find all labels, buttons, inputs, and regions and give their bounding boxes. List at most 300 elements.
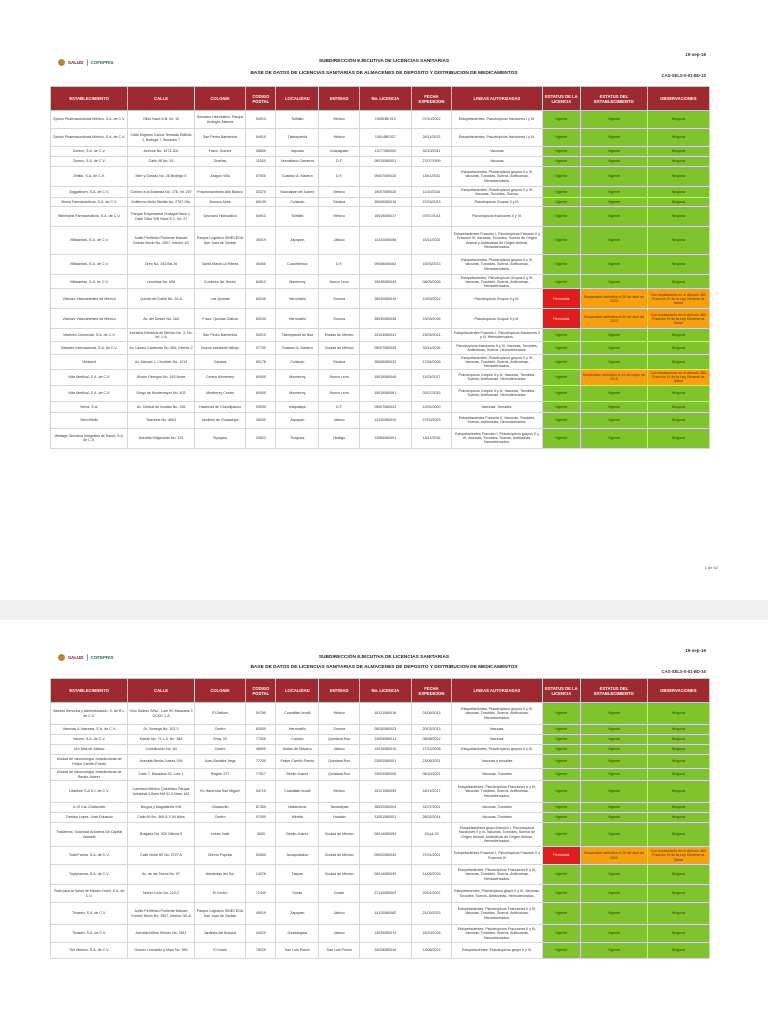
cell-locality: Tultitlán [276, 207, 319, 227]
cell-state: D.F. [319, 255, 360, 275]
cell-issue-date: 06/10/2021 [411, 769, 452, 781]
cell-authorized-lines: Estupefacientes Fracción I, Psicotrópicos Fracción II y Fracción III, Vacunas, Toxoides, Sueros de Origen Animal y Antitoxinas de Origen Animal, Hemoderivados. [452, 227, 542, 255]
cell-colony: San Pedro Barrientos [194, 129, 246, 147]
cell-establishment: Zyrkus Pharmaceuticals México, S.A. de C.V. [51, 111, 128, 129]
cell-license-status: Vigente [542, 823, 581, 847]
cell-colony: Las Quintas [194, 289, 246, 309]
cell-license-number: 15057080026 [360, 187, 412, 198]
cell-license-status: Vigente [542, 111, 581, 129]
cell-establishment: Ubicitum S.A.D.I. de C.V. [51, 781, 128, 803]
cell-establishment: Vitalmex Internacional, S.A. de C.V. [51, 342, 128, 355]
cell-locality: Mérida [276, 813, 319, 823]
cell-observations: Ninguna [647, 111, 709, 129]
cell-observations: Ninguna [647, 943, 709, 959]
cell-issue-date: 02/07/2015 [411, 385, 452, 401]
cell-colony: Dueñas [194, 157, 246, 167]
table-row [51, 885, 710, 903]
cell-issue-date: 20/02/2007 [411, 885, 452, 903]
cell-postal-code: 54715 [246, 781, 276, 803]
cell-street: Calle 48 No. 15 [128, 157, 195, 167]
cell-issue-date: 10/02/2000 [411, 401, 452, 412]
document-date: 19-sep-16 [685, 648, 706, 653]
cell-state: Ciudad de México [319, 342, 360, 355]
cell-street: Nuevo León No. 122-2 [128, 885, 195, 903]
cell-issue-date: 07/10/2022 [411, 111, 452, 129]
cell-license-number: 27140080003 [360, 885, 412, 903]
cell-establishment-status: Vigente [581, 735, 648, 745]
cell-locality: Monterrey [276, 275, 319, 289]
cell-state: D.F. [319, 167, 360, 187]
table-row [51, 803, 710, 813]
cell-establishment-status: Vigente [581, 167, 648, 187]
cell-postal-code: 77517 [246, 769, 276, 781]
cell-colony: Centro [194, 725, 246, 735]
cell-colony: Tepojaco [194, 428, 246, 448]
cell-issue-date: 15/12/2021 [411, 227, 452, 255]
cell-street: Avenue No. 1973-302 [128, 147, 195, 157]
cell-postal-code: 48900 [246, 745, 276, 755]
table-row [51, 412, 710, 428]
cell-issue-date: 10/09/2012 [411, 289, 452, 309]
cell-observations: Ninguna [647, 355, 709, 369]
column-header-observations: OBSERVACIONES [647, 87, 709, 111]
cell-establishment-status: Vigente [581, 823, 648, 847]
cell-state: México [319, 703, 360, 725]
cell-observations: Ninguna [647, 925, 709, 943]
cell-state: Quintana Roo [319, 769, 360, 781]
table-row [51, 735, 710, 745]
cell-locality: Tlalnepantla [276, 129, 319, 147]
table-row [51, 129, 710, 147]
cell-authorized-lines: Estupefacientes, Psicotrópicos Fracciones II y III, Vacunas, Toxoides, Sueros, Antitoxinas, Hemoderivados. [452, 903, 542, 925]
cell-license-status: Vigente [542, 725, 581, 735]
cell-license-number: 14120080058 [360, 227, 412, 255]
cell-license-status: Vigente [542, 401, 581, 412]
cell-locality: Benito Juárez [276, 823, 319, 847]
cell-license-status: Vigente [542, 803, 581, 813]
cell-street: Mier y Dorado No. 26 Bodega X [128, 167, 195, 187]
cell-establishment-status: Vigente [581, 355, 648, 369]
cell-observations: Ninguna [647, 385, 709, 401]
cell-postal-code: 83240 [246, 289, 276, 309]
cell-authorized-lines: Estupefacientes grupo fracción I, Psicotrópicos fracciones II y III, Vacunas, Toxoides, Sueros de Origen Animal, Antitoxinas de Origen Animal, Hemoderivados. [452, 823, 542, 847]
table-row [51, 428, 710, 448]
cell-authorized-lines: Vacunas [452, 147, 542, 157]
cell-street: Anillo Periférico Poniente Manuel Gómez Morin No. 2507, Interior 0G-A [128, 903, 195, 925]
table-row [51, 823, 710, 847]
cell-street: Av. de las Torres No. 57 [128, 865, 195, 885]
cell-observations: Con fundamento en el Artículo 380 Fracción IV de la Ley General de Salud [647, 309, 709, 329]
cell-street: Olivo Nave 6-B, Int. 10 [128, 111, 195, 129]
cell-state: Guanajuato [319, 147, 360, 157]
cell-state: San Luis Potosí [319, 943, 360, 959]
cell-colony: Nueva Industrial Vallejo [194, 342, 246, 355]
cell-authorized-lines: Psicotrópicos fracciones II y III. [452, 207, 542, 227]
cell-authorized-lines: Estupefacientes, Psicotrópicos fracciones I y III. [452, 111, 542, 129]
cell-state: Hidalgo [319, 428, 360, 448]
cell-state: Ciudad de México [319, 865, 360, 885]
cell-locality: Monterrey [276, 369, 319, 385]
cell-license-number: 15014BE027 [360, 129, 412, 147]
cell-license-number: 25006080032 [360, 355, 412, 369]
cell-authorized-lines: Vacunas, Toxoides [452, 769, 542, 781]
page-separator [0, 600, 768, 620]
cell-state: Nuevo León [319, 275, 360, 289]
cell-authorized-lines: Psicotrópicos Grupos II y III, Vacunas, Toxoides, Sueros, Antitoxinas, Hemoderivados. [452, 385, 542, 401]
cell-establishment-status: Vigente [581, 157, 648, 167]
cell-postal-code: 54780 [246, 703, 276, 725]
cell-postal-code: 14376 [246, 865, 276, 885]
table-header-row [51, 679, 710, 703]
cell-license-number: 19039080046 [360, 369, 412, 385]
cell-street: Calle 69 No. 369-A X 64 Altos [128, 813, 195, 823]
cell-establishment-status: Vigente [581, 385, 648, 401]
cell-establishment-status: Vigente [581, 769, 648, 781]
cell-street: Álvaro Obregón No. 163 Norte [128, 369, 195, 385]
cell-establishment: Vacum, S.A. de C.V. [51, 735, 128, 745]
cell-colony: Obrero Popular [194, 847, 246, 865]
cell-license-status: Vigente [542, 885, 581, 903]
cell-street: Kabah Mz. 71 L 5, No. 365 [128, 735, 195, 745]
column-header-street: CALLE [128, 679, 195, 703]
logo-salud: SALUD [68, 59, 84, 65]
cell-colony: Cumbres 3er Sector [194, 275, 246, 289]
cell-establishment-status: Vigente [581, 227, 648, 255]
cell-establishment-status: Vigente [581, 412, 648, 428]
cell-authorized-lines: Estupefacientes Fracción I, Psicotrópicos Fracción II y Fracción III [452, 847, 542, 865]
cell-postal-code: 64610 [246, 275, 276, 289]
cell-license-status: Vigente [542, 167, 581, 187]
cell-establishment-status: Vigente [581, 187, 648, 198]
cell-issue-date: 27/01/2021 [411, 847, 452, 865]
cell-establishment-status: Vigente [581, 781, 648, 803]
column-header-establishment-status: ESTATUS DEL ESTABLECIMIENTO [581, 87, 648, 111]
cell-issue-date: 13/06/2012 [411, 943, 452, 959]
column-header-authorized-lines: LINEAS AUTORIZADAS [452, 679, 542, 703]
table-row [51, 207, 710, 227]
cell-postal-code: 54913 [246, 111, 276, 129]
cell-locality: Guadalajara [276, 925, 319, 943]
cell-postal-code: 45019 [246, 903, 276, 925]
cell-issue-date: 27/03/2013 [411, 198, 452, 207]
cell-postal-code: 45019 [246, 227, 276, 255]
column-header-license-number: No. LICENCIA [360, 679, 412, 703]
cell-observations: Ninguna [647, 157, 709, 167]
cell-locality: Venustiano Carranza [276, 157, 319, 167]
cell-license-number: 14015080010 [360, 745, 412, 755]
cell-issue-date: 15/04/2014 [411, 329, 452, 342]
table-row [51, 111, 710, 129]
cell-license-status: Vigente [542, 735, 581, 745]
cell-state: México [319, 129, 360, 147]
column-header-colony: COLONIA [194, 679, 246, 703]
cell-locality: Benito Juárez [276, 769, 319, 781]
cell-license-status: Vigente [542, 147, 581, 157]
cell-state: Nuevo León [319, 369, 360, 385]
document-subtitle: BASE DE DATOS DE LICENCIAS SANITARIAS DE ALMACENES DE DEPOSITO Y DISTRIBUCION DE MEDICAMENTOS [250, 71, 518, 76]
cell-locality: San Luis Potosí [276, 943, 319, 959]
cell-postal-code: 53370 [246, 187, 276, 198]
cell-establishment-status: Vigente [581, 813, 648, 823]
cell-establishment-status: Vigente [581, 745, 648, 755]
cell-street: Calle Norte 69 No. 2727 A [128, 847, 195, 865]
cell-establishment-status: Vigente [581, 111, 648, 129]
cell-license-status: Vigente [542, 129, 581, 147]
cell-authorized-lines: Psicotrópicos fracciones II y III, Vacunas, Toxoides, Antitoxinas, Sueros, Hemoderivados. [452, 342, 542, 355]
table-row [51, 703, 710, 725]
cell-license-number: 15121080053 [360, 781, 412, 803]
cell-establishment: Vitamex Vitanutrientes de México [51, 289, 128, 309]
cell-license-status: Vigente [542, 369, 581, 385]
cell-establishment-status: Vigente [581, 207, 648, 227]
cell-locality: Felipe Carrillo Puerto [276, 755, 319, 769]
cell-state: Sonora [319, 289, 360, 309]
licenses-table-page-2 [50, 678, 710, 959]
cell-license-status: Vigente [542, 703, 581, 725]
table-row [51, 227, 710, 255]
cell-issue-date: 08/08/2012 [411, 735, 452, 745]
table-row [51, 925, 710, 943]
cell-authorized-lines: Psicotrópicos Grupos II y III. [452, 198, 542, 207]
cell-locality: Gustavo A. Madero [276, 342, 319, 355]
cell-observations: Ninguna [647, 813, 709, 823]
table-row [51, 355, 710, 369]
cell-authorized-lines: Estupefacientes Fracción II, Vacunas, Toxoides, Sueros, Antitoxinas, Hemoderivados. [452, 412, 542, 428]
cell-license-number: 09008080063 [360, 255, 412, 275]
cell-observations: Ninguna [647, 769, 709, 781]
cell-street: Carretera México Querétaro Parque Industrial 3 Bdm KM 41.5 Nave 153 [128, 781, 195, 803]
cell-establishment: Villasantas, S.A. de C.V. [51, 227, 128, 255]
cell-establishment-status: Vigente [581, 329, 648, 342]
cell-colony: Geovano Hidrocálico, Parque Urología Álamos [194, 111, 246, 129]
cell-locality: Zapopan [276, 903, 319, 925]
cell-establishment-status: Suspensión definitiva el 20 de abril de 2023 [581, 847, 648, 865]
cell-license-status: Vigente [542, 769, 581, 781]
cell-license-number: 26030080038 [360, 309, 412, 329]
cell-postal-code: 3650 [246, 823, 276, 847]
cell-postal-code: 78320 [246, 943, 276, 959]
cell-observations: Ninguna [647, 187, 709, 198]
cell-establishment: Uro Mas de Jalisco [51, 745, 128, 755]
table-row [51, 329, 710, 342]
cell-street: Av. Central de Ixcatán No. 195 [128, 401, 195, 412]
cell-license-status: Vigente [542, 781, 581, 803]
cell-issue-date: 07/07/2014 [411, 207, 452, 227]
document-subtitle: BASE DE DATOS DE LICENCIAS SANITARIAS DE ALMACENES DE DEPOSITO Y DISTRIBUCION DE MEDICAMENTOS [250, 665, 518, 670]
cell-establishment-status: Suspensión definitiva el 12 de mayo de 2018 [581, 369, 648, 385]
cell-observations: Ninguna [647, 342, 709, 355]
page-number: 1 de 62 [704, 565, 718, 570]
cell-locality: Iztapalapa [276, 401, 319, 412]
cell-establishment-status: Vigente [581, 198, 648, 207]
cell-establishment-status: Vigente [581, 342, 648, 355]
cell-establishment: Total Farma, S.A. de C.V. [51, 847, 128, 865]
licenses-table-page-1 [50, 86, 710, 449]
cell-establishment: Zyrkus Pharmaceuticals México, S.A. de C.V. [51, 129, 128, 147]
cell-locality: Matamoros [276, 803, 319, 813]
cell-street: Oreo No. 243 Bis 26 [128, 255, 195, 275]
cell-postal-code: 02840 [246, 847, 276, 865]
cell-colony: Monterrey Centro [194, 385, 246, 401]
table-row [51, 289, 710, 309]
cell-locality: Gustavo A. Madero [276, 167, 319, 187]
cell-state: Estado de México [319, 329, 360, 342]
cell-colony: El Sabino [194, 703, 246, 725]
cell-establishment: Vacunas & Vacunas, S.A. de C.V. [51, 725, 128, 735]
cell-establishment-status: Vigente [581, 903, 648, 925]
cell-issue-date: 17/04/2009 [411, 355, 452, 369]
cell-state: Jalisco [319, 903, 360, 925]
cell-observations: Con fundamento en el Artículo 380 Fracción IV de la Ley General de Salud [647, 289, 709, 309]
cell-locality: Cuautitlán Izcalli [276, 703, 319, 725]
cell-issue-date: 18/10/2016 [411, 925, 452, 943]
cell-establishment-status: Vigente [581, 865, 648, 885]
cell-establishment: Verna, S.A. [51, 401, 128, 412]
cell-license-status: Vigente [542, 903, 581, 925]
cell-state: Yucatán [319, 813, 360, 823]
table-row [51, 255, 710, 275]
cell-establishment: U.Ol Cal. Chalancito [51, 803, 128, 813]
cell-locality: Tlalnepantla de Baz [276, 329, 319, 342]
cell-establishment-status: Vigente [581, 129, 648, 147]
cell-state: Durán [319, 885, 360, 903]
cell-issue-date: 02/06/2013 [411, 703, 452, 725]
cell-establishment: Tivasen, S.A. de C.V. [51, 925, 128, 943]
cell-establishment: Vida Medical, S.A. de C.V. [51, 369, 128, 385]
cell-license-status: Revocada [542, 289, 581, 309]
cell-postal-code: 44520 [246, 925, 276, 943]
cell-establishment: Unidad de Vacunología Jurisdiccional de Benito Juárez [51, 769, 128, 781]
cell-issue-date: 15/03/2013 [411, 255, 452, 275]
cell-state: D.F. [319, 401, 360, 412]
cell-issue-date: 27/03/2023 [411, 412, 452, 428]
cell-observations: Ninguna [647, 865, 709, 885]
cell-establishment-status: Vigente [581, 725, 648, 735]
table-row [51, 167, 710, 187]
table-row [51, 198, 710, 207]
table-row [51, 847, 710, 865]
column-header-state: ENTIDAD [319, 679, 360, 703]
cell-state: Nuevo León [319, 385, 360, 401]
cell-postal-code: 64000 [246, 385, 276, 401]
cell-locality: Tultitlán [276, 111, 319, 129]
cell-street: Parque Empresarial Urología Nave 1, Calle Olivo S/N Nave 5 C, Int. 27 [128, 207, 195, 227]
cell-establishment: Tranfau López, José Eduardo [51, 813, 128, 823]
cell-street: Constitución No. 84 [128, 745, 195, 755]
cell-state: Jalisco [319, 745, 360, 755]
document-title: SUBDIRECCIÓN EJECUTIVA DE LICENCIAS SANITARIAS [318, 655, 450, 660]
cell-license-status: Revocada [542, 309, 581, 329]
document-title: SUBDIRECCIÓN EJECUTIVA DE LICENCIAS SANITARIAS [318, 59, 450, 64]
cell-issue-date: 26/11/2013 [411, 129, 452, 147]
cell-license-number: 15019080017 [360, 207, 412, 227]
cell-observations: Ninguna [647, 227, 709, 255]
cell-state: Jalisco [319, 925, 360, 943]
cell-postal-code: 77200 [246, 755, 276, 769]
cell-street: Tesmone No. 4603 [128, 412, 195, 428]
cell-issue-date: 11/10/2016 [411, 187, 452, 198]
cell-establishment-status: Vigente [581, 401, 648, 412]
cell-locality: Tizayuca [276, 428, 319, 448]
table-row [51, 401, 710, 412]
cell-establishment-status: Vigente [581, 703, 648, 725]
cell-license-number: 31051080001 [360, 813, 412, 823]
cell-postal-code: 43822 [246, 428, 276, 448]
cell-colony: Centro [194, 813, 246, 823]
cell-authorized-lines: Estupefacientes, Psicotrópicos Fracciones II y III, Vacunas, Toxoides, Sueros, Antitoxinas, Hemoderivados. [452, 865, 542, 885]
cell-authorized-lines: Estupefacientes Fracción I, Psicotrópicos grupos II y III, Vacunas, Toxoides, Sueros, Antitoxinas, Hemoderivados. [452, 428, 542, 448]
table-header-row [51, 87, 710, 111]
cell-establishment: Zurenz, S.A. de C.V. [51, 157, 128, 167]
document-code: CAS-SELS-0-01-BD-10 [661, 669, 706, 674]
column-header-license-number: No. LICENCIA [360, 87, 412, 111]
cell-authorized-lines: Estupefacientes, Psicotrópicos grupos II y III, Vacunas, Toxoides, Sueros, Antitoxinas, Hemoderivados. [452, 167, 542, 187]
cell-state: Ciudad de México [319, 847, 360, 865]
cell-issue-date: 02/10/2011 [411, 147, 452, 157]
cell-establishment: Vera Medic [51, 412, 128, 428]
cell-observations: Ninguna [647, 255, 709, 275]
cell-license-number: 15121080016 [360, 703, 412, 725]
cell-colony: Parque Logístico SINECEGA San Juan de Ocotán [194, 227, 246, 255]
document-date: 19-sep-16 [685, 52, 706, 57]
cell-establishment: Ventage Servicios Integrales de Salud, S.A. de C.V. [51, 428, 128, 448]
cell-colony: El Centro [194, 885, 246, 903]
document-code: CAS-SELS-0-01-BD-10 [661, 73, 706, 78]
cell-license-number: 11177080002 [360, 147, 412, 157]
cell-colony: Geovano Hidrocálico [194, 207, 246, 227]
cell-issue-date: 08/05/2009 [411, 275, 452, 289]
cell-license-number: 09007080026 [360, 167, 412, 187]
cell-colony: Chalancito [194, 803, 246, 813]
cell-state: Ciudad de México [319, 823, 360, 847]
cell-observations: Ninguna [647, 412, 709, 428]
cell-observations: Ninguna [647, 823, 709, 847]
cell-postal-code: 06400 [246, 255, 276, 275]
cell-issue-date: 21/03/2023 [411, 903, 452, 925]
table-row [51, 903, 710, 925]
cell-state: D.F. [319, 157, 360, 167]
cell-locality: Zapopan [276, 227, 319, 255]
cell-colony: Ex Hacienda San Miguel [194, 781, 246, 803]
column-header-locality: LOCALIDAD [276, 87, 319, 111]
cell-locality: Irapuato [276, 147, 319, 157]
cell-observations: Ninguna [647, 167, 709, 187]
table-row [51, 943, 710, 959]
cell-colony: Centro Monterrey [194, 369, 246, 385]
cell-license-status: Vigente [542, 275, 581, 289]
cell-license-status: Vigente [542, 755, 581, 769]
cell-observations: Ninguna [647, 903, 709, 925]
cell-locality: Autlán de Navarro [276, 745, 319, 755]
cell-license-status: Vigente [542, 198, 581, 207]
column-header-establishment: ESTABLECIMIENTO [51, 87, 128, 111]
cell-colony: San Pedro Barrientos [194, 329, 246, 342]
column-header-establishment-status: ESTATUS DEL ESTABLECIMIENTO [581, 679, 648, 703]
cell-colony: Juan Bautista Vega [194, 755, 246, 769]
cell-postal-code: 54010 [246, 329, 276, 342]
cell-license-status: Vigente [542, 157, 581, 167]
cell-license-number: 13069080001 [360, 428, 412, 448]
cell-postal-code: 64000 [246, 369, 276, 385]
column-header-postal-code: CODIGO POSTAL [246, 679, 276, 703]
cell-state: Quintana Roo [319, 755, 360, 769]
cell-state: Sonora [319, 309, 360, 329]
cell-observations: Ninguna [647, 745, 709, 755]
cell-license-number: 24028080016 [360, 943, 412, 959]
table-row [51, 813, 710, 823]
cell-postal-code: 77500 [246, 735, 276, 745]
cell-authorized-lines: Vacunas, Toxoides [452, 813, 542, 823]
